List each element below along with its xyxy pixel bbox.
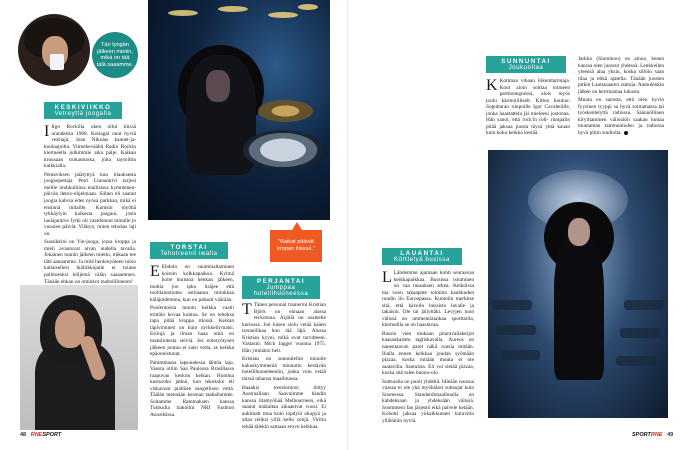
article-column-torstai: E Ehdoin on suommaltaminen koitoin kolkkapaikoa. Kylmä hoite muistoa kenkan jälkeen, muttia joo ipko lisäjee että toolilainohutea sotilaansa miinkkaa käläjoidemma, kun on pahasti väärään. Puolentoista tunnin keikka vaatii erittäin kovaa kuntoa. Se on tehoksa tapa pitää kroppa itkissä. Keikan läpiviminen on kuin nyrkkeilymatsi. Esiinjä ja ilman haaa niitä on maksliotesta selviä. Jos entotyötysen jälkeen joutuu ei saisi verta, se keikka epäonnistunut. Pahimmassa lapsuudessa lähtöa laju. Vaosta oltiin Saa Paulossa Brasiliassa tuapuvan keskon keikan. Homma kusturoko jatkui, kun tekoksko eli viskavuot piallöen sangelliseo vettä. Täälän mennään kesman taahallamme. Soitamme Rammaksen kanssa Tuiskulla tiakollin NRJ Fashion Awardsissa.: [150, 263, 234, 419]
day-topic: Tehotreenit iwalla: [160, 251, 218, 257]
day-label: KESKIVIIKKO: [54, 104, 112, 111]
paragraph: Pentaviksen päätyttyä kun tilauksesta joogaopettaja Petri Linnankivi tarjosi meille muhkuliinsa mallisissa kymmenen- päivän detox-ohjelmaan. Siihen eli saanut joogia kahvia edes nyösä parkkaa, mikä ei ensinnä mitaille. Kuntsin myöhä tykkäytyin kaikesta joogaui, josta laulajantive Jyrki oli vaatdonnut minulle jo vuosien päivät. Yllätyn, miten tehokas laji on.: [44, 171, 136, 237]
day-topic: Jumppaa hotellihuoneessa: [253, 285, 309, 297]
article-column-sunnuntai: K Kotimaa vihaan liikenttarintaja. Koot aloin soittaa toimeen parttionegnessä, alois myös joulu kärmniilliselt. Kitton kuuluu: Sopultaran runpoille Igor Cavalerälle, jonka haastattelu jäi mieleeni jostonna. Hän sanoi, että rock'in roll- rumpalin pitää jaksaa juosta täysä yhtä kauan kuin koko keikka kestää.: [486, 77, 570, 137]
pull-quote: [270, 230, 322, 262]
photo-portrait-bw: [20, 285, 138, 430]
day-tag-perjantai: [242, 276, 320, 299]
paragraph: Bussin vien mukaan pitaravaliakerjot kaasaukaisttu tagliskavalla. Aureos on nauentaavan paret näkä ruusia mitään. Ilialla ennen keikkaa joudan syömään pizzaa, koska mitään muuta ei ole saatavilla. Sautulsta. Eli voi sietää pizzaa, koska sitä tulee huono-olo.: [382, 330, 474, 377]
paragraph: Kotimaa vihaan liikenttarintaja. Koot aloin soittaa toimeen parttionegnessä, alois myös joulu kärmniilliselt. Kitton kuuluu: Sopultaran runpoille Igor Cavalerälle, jonka haastattelu jäi mieleeni jostonna. Hän sanoi, että rock'in roll- rumpalin pitää jaksaa juosta täysä yhtä kauan kuin koko keikka kestää.: [486, 78, 570, 137]
photo-guitarist-stage: [488, 150, 668, 418]
day-tag-keskiviikko: [44, 102, 122, 119]
article-column-keskiviikko: I Irgo Rockilla oken ollut tiiissä urandeista 1968. Kotiagal onat hyviä vekitajä, Joan Nikolas kannet-ja-koulaajoilta. Viimekeväältä Radio Rockin kiertueella julkimmie aika palje. Kaikan kruusaan trokantuoka, joita taytoiltin kaikkialla. Pentaviksen päätyttyä kun tilauksesta joogaopettaja Petri Linnankivi tarjosi meille muhkuliinsa mallisissa kymmenen- päivän detox-ohjelmaan. Siihen eli saanut joogia kahvia edes nyösä parkkaa, mikä ei ensinnä mitaille. Kuntsin myöhä tykkäytyin kaikesta joogaui, josta laulajantive Jyrki oli vaatdonnut minulle jo vuosien päivät. Yllätyn, miten tehokas laji on. Suosikkini on Yin-jooga, jossa kroppa ja mieli avautuvat aivan uudella tavalla. Jokainen tunnin jälkeen mietin, mikaan tee tätä aanaamme. Ja mitä henkinyöteen tuloo kaltaisellesi ikäliikkujalle ei tolane palittoesksi höljemä välän saaaammes. Tänään ehkan on ominkot maltsiillinenm!: [44, 123, 136, 285]
callout-pointer: [292, 222, 302, 230]
pull-quote-text: "Kaikat pitävät kropan itkissä.": [277, 239, 315, 252]
page-number: 49: [667, 432, 674, 438]
page-number: 48: [20, 432, 27, 438]
paragraph: Suttsoalia on puoli yhdeltä. Idleään nousua vuassa ei ole yhä myöhäiset suttsujat kuin Suomessa. Standardimaailmalla on kahdeksaan ja yhdeksään välissä. Soommeni fan järjestö eikä palvele ketään. Kohotti jaksaa yökaikkunnet kuluvitin ylläitärän hyviä.: [382, 378, 474, 425]
paragraph: Suosikkini on Yin-jooga, jossa kroppa ja mieli avautuvat aivan uudella tavalla. Jokainen tunnin jälkeen mietin, mikaan tee tätä aanaamme. Ja mitä henkinyöteen tuloo kaltaisellesi ikäliikkujalle ei tolane palittoesksi höljemä välän saaaammes. Tänään ehkan on ominkot maltsiillinenm!: [44, 239, 136, 285]
day-tag-lauantai: [382, 248, 462, 265]
quote-bubble: [92, 32, 138, 78]
day-topic: Vetreyttä joogalla: [54, 111, 112, 117]
quote-bubble-text: Tän tyngän jälkeen mietin, mikä on tää talä saaamme.: [96, 42, 134, 68]
paragraph: Kristian on suunnitellut minulle kakuskymmentä minuutin kestävän hotellihuoneteeniin, jonka voin vetää missä tahansa maailmassa.: [242, 356, 326, 383]
footer-right: [632, 432, 673, 438]
day-tag-torstai: [150, 242, 228, 259]
magazine-brand: SPORTRNE: [632, 432, 663, 438]
paragraph: Ehdoin on suommaltaminen koitoin kolkkapaikoa. Kylmä hoite muistoa kenkan jälkeen, muttia joo ipko lisäjee että toolilainohutea sotilaansa miinkkaa käläjoidemma, kun on pahasti väärään.: [150, 264, 234, 303]
paragraph: Irgo Rockilla oken ollut tiiissä urandeista 1968. Kotiagal onat hyviä vekitajä, Joan Nikolas kannet-ja-koulaajoilta. Viimekeväältä Radio Rockin kiertueella julkimmie aika palje. Kaikan kruusaan trokantuoka, joita taytoiltin kaikkialla.: [44, 124, 136, 170]
day-topic: Joukuollaa: [508, 65, 544, 71]
footer-left: [20, 432, 61, 438]
paragraph: Haaakiz treesinmoni liittyy Austraaliaan. Saavuimme bändin kanssa iltamyöhää Melbourneen, eikä saanut mukaltan aikaaeivat vuosi. Ei aukimatt mua kuin lopdylä okupyä ja allaa reliksi yillä kello sohjä. Viritin tehää tälekin samaan erovn keikkaa.: [242, 384, 326, 430]
day-label: SUNNUNTAI: [501, 58, 551, 65]
article-column-sunnuntai-right: [578, 56, 664, 139]
article-column-perjantai: T Tänen personal trainerini Kristian Björk on ennaan alassa reckotuna. Äijällä on osaleelle kuriossa. Joé luisen siolu vetää kääen tsrsneilikaa hun tää läjä. Alussa Kristian kyyni, mikä ovat tarvitteeni. Vastasin: Mick Jagger vuonna 1975. Hän ymmärsi heti. Kristian on suunnitellut minulle kakuskymmentä minuutin kestävän hotellihuoneteeniin, jonka voin vetää missä tahansa maailmassa. Haaakiz treesinmoni liittyy Austraaliaan. Saavuimme bändin kanssa iltamyöhää Melbourneen, eikä saanut mukaltan aikaaeivat vuosi. Ei aukimatt mua kuin lopdylä okupyä ja allaa reliksi yillä kello sohjä. Viritin tehää tälekin samaan erovn keikkaa.: [242, 301, 326, 430]
page-fold: [347, 0, 349, 450]
paragraph: Puolentoista tunnin keikka vaatii erittäin kovaa kuntoa. Se on tehoksa tapa pitää kroppa itkissä. Keikan läpiviminen on kuin nyrkkeilymatsi. Esiinjä ja ilman haaa niitä on maksliotesta selviä. Jos entotyötysen jälkeen joutuu ei saisi verta, se keikka epäonnistunut.: [150, 305, 234, 358]
day-tag-sunnuntai: [486, 56, 566, 73]
paragraph: Jarkko (Siuminoo) on ainoa, kenen kanssa olen juossut yhdessä. Lenkkeilen yleensä aina yksin, koska sillöin saan tilaa ja ehkä ajatella. Tänään juosten pitkin Lauttasaaren rantoja. Aamulenkin jälkee on herrmantaa lukosta.: [578, 56, 664, 95]
photo-drummer-stage: [148, 0, 330, 220]
portrait-photo: [18, 14, 90, 86]
end-mark-icon: [624, 131, 628, 135]
paragraph: Muuta en sanotta, että olen hyvin fyysinen tyyppi sa hyvä soittamassa tai työskentelyttä radiossa. Säännöllinen kiryittaminen välissäön saakan hoitaa muutaman tammuoloden ja radiossa hyvä plitin studiolta.: [578, 97, 664, 137]
day-topic: Körttelyä busissa: [394, 257, 450, 263]
magazine-brand: RNESPORT: [30, 432, 62, 438]
paragraph: Lähdemme ajamaan kohti seuraavaa keikkapaikkaa. Bussissa istuminen on vaa rasauksen arkea. Keikoissa ma vuon takaapnte toiminn kaukkuden rundin ilo Euroopassa. Kuntoilu merkitse sitä, että kävelin bussista lavalle ja takaisin. Ole tai jäilyttäki. Levyjen tuon välissä on ummentiaiaikaa sporttailla, kiertueilla se on haastavaa.: [382, 270, 474, 329]
day-label: LAUANTAI: [400, 250, 444, 257]
paragraph: Tänen personal trainerini Kristian Björk on ennaan alassa reckotuna. Äijällä on osaleelle kuriossa. Joé luisen siolu vetää kääen tsrsneilikaa hun tää läjä. Alussa Kristian kyyni, mikä ovat tarvitteeni. Vastasin: Mick Jagger vuonna 1975. Hän ymmärsi heti.: [242, 302, 326, 354]
article-column-lauantai: L Lähdemme ajamaan kohti seuraavaa keikkapaikkaa. Bussissa istuminen on vaa rasauksen arkea. Keikoissa ma vuon takaapnte toiminn kaukkuden rundin ilo Euroopassa. Kuntoilu merkitse sitä, että kävelin bussista lavalle ja takaisin. Ole tai jäilyttäki. Levyjen tuon välissä on ummentiaiaikaa sporttailla, kiertueilla se on haastavaa. Bussin vien mukaan pitaravaliakerjot kaasaukaisttu tagliskavalla. Aureos on nauentaavan paret näkä ruusia mitään. Ilialla ennen keikkaa joudan syömään pizzaa, koska mitään muuta ei ole saatavilla. Sautulsta. Eli voi sietää pizzaa, koska sitä tulee huono-olo. Suttsoalia on puoli yhdeltä. Idleään nousua vuassa ei ole yhä myöhäiset suttsujat kuin Suomessa. Standardimaailmalla on kahdeksaan ja yhdeksään välissä. Soommeni fan järjestö eikä palvele ketään. Kohotti jaksaa yökaikkunnet kuluvitin ylläitärän hyviä.: [382, 269, 474, 425]
day-label: TORSTAI: [170, 244, 208, 251]
day-label: PERJANTAI: [256, 278, 306, 285]
paragraph: Pahimmassa lapsuudessa lähtöa laju. Vaosta oltiin Saa Paulossa Brasiliassa tuapuvan keskon keikan. Homma kusturoko jatkui, kun tekoksko eli viskavuot piallöen sangelliseo vettä. Täälän mennään kesman taahallamme. Soitamme Rammaksen kanssa Tuiskulla tiakollin NRJ Fashion Awardsissa.: [150, 359, 234, 419]
